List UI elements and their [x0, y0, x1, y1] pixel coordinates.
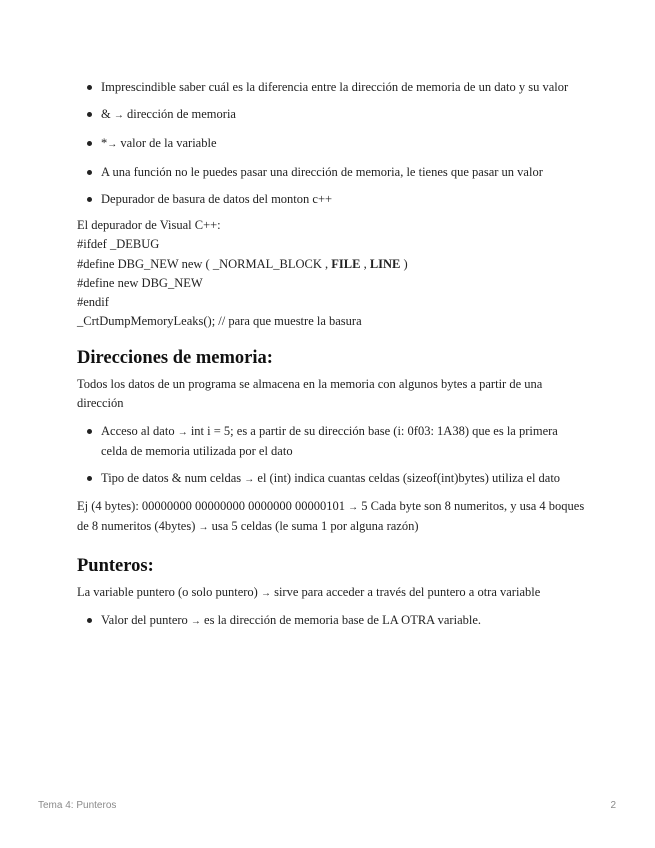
arrow-icon: →: [260, 587, 271, 599]
section-paragraph: Todos los datos de un programa se almacena en la memoria con algunos bytes a partir de una dirección: [77, 376, 543, 411]
section-heading-punteros: Punteros:: [77, 555, 154, 576]
arrow-icon: →: [244, 473, 255, 485]
list-item: Acceso al dato → int i = 5; es a partir de su dirección base (i: 0f03: 1A38) que es la primera celda de memoria utilizada por el dato: [77, 422, 587, 460]
list-item: Depurador de basura de datos del monton c++: [77, 190, 587, 208]
list-item: A una función no le puedes pasar una dirección de memoria, le tienes que pasar un valor: [77, 163, 587, 181]
arrow-icon: →: [113, 110, 124, 121]
list-item: Valor del puntero → es la dirección de memoria base de LA OTRA variable.: [77, 611, 587, 631]
list-item: Imprescindible saber cuál es la diferencia entre la dirección de memoria de un dato y su valor: [77, 78, 587, 96]
arrow-icon: →: [348, 501, 359, 513]
section-paragraph: La variable puntero (o solo puntero) → sirve para acceder a través del puntero a otra variable: [77, 584, 541, 599]
debugger-intro: El depurador de Visual C++:: [77, 218, 221, 232]
direcciones-bullet-list: [77, 422, 587, 489]
page-number: 2: [610, 800, 616, 811]
arrow-icon: →: [107, 139, 118, 150]
debugger-code-block: [77, 216, 587, 332]
intro-bullet-list: [77, 78, 587, 208]
footer-title: Tema 4: Punteros: [38, 800, 117, 811]
code-line: #define new DBG_NEW: [77, 275, 203, 290]
example-paragraph: Ej (4 bytes): 00000000 00000000 0000000 00000101 → 5 Cada byte son 8 numeritos, y usa 4 boques de 8 numeritos (4bytes) → usa 5 celdas (le suma 1 por alguna razón): [77, 498, 585, 534]
code-line: _CrtDumpMemoryLeaks(); // para que muestre la basura: [77, 314, 362, 329]
list-item: Tipo de datos & num celdas → el (int) indica cuantas celdas (sizeof(int)bytes) utiliza el dato: [77, 469, 587, 489]
arrow-icon: →: [198, 522, 209, 534]
document-page: [77, 78, 587, 640]
list-item: *→ valor de la variable: [77, 134, 587, 154]
section-heading-direcciones: Direcciones de memoria:: [77, 347, 273, 368]
arrow-icon: →: [190, 616, 201, 628]
arrow-icon: →: [177, 426, 188, 438]
code-line: #define DBG_NEW new ( _NORMAL_BLOCK , FILE , LINE ): [77, 256, 408, 271]
code-line: #ifdef _DEBUG: [77, 237, 160, 252]
punteros-bullet-list: [77, 611, 587, 631]
code-line: #endif: [77, 295, 109, 310]
list-item: & → dirección de memoria: [77, 105, 587, 125]
